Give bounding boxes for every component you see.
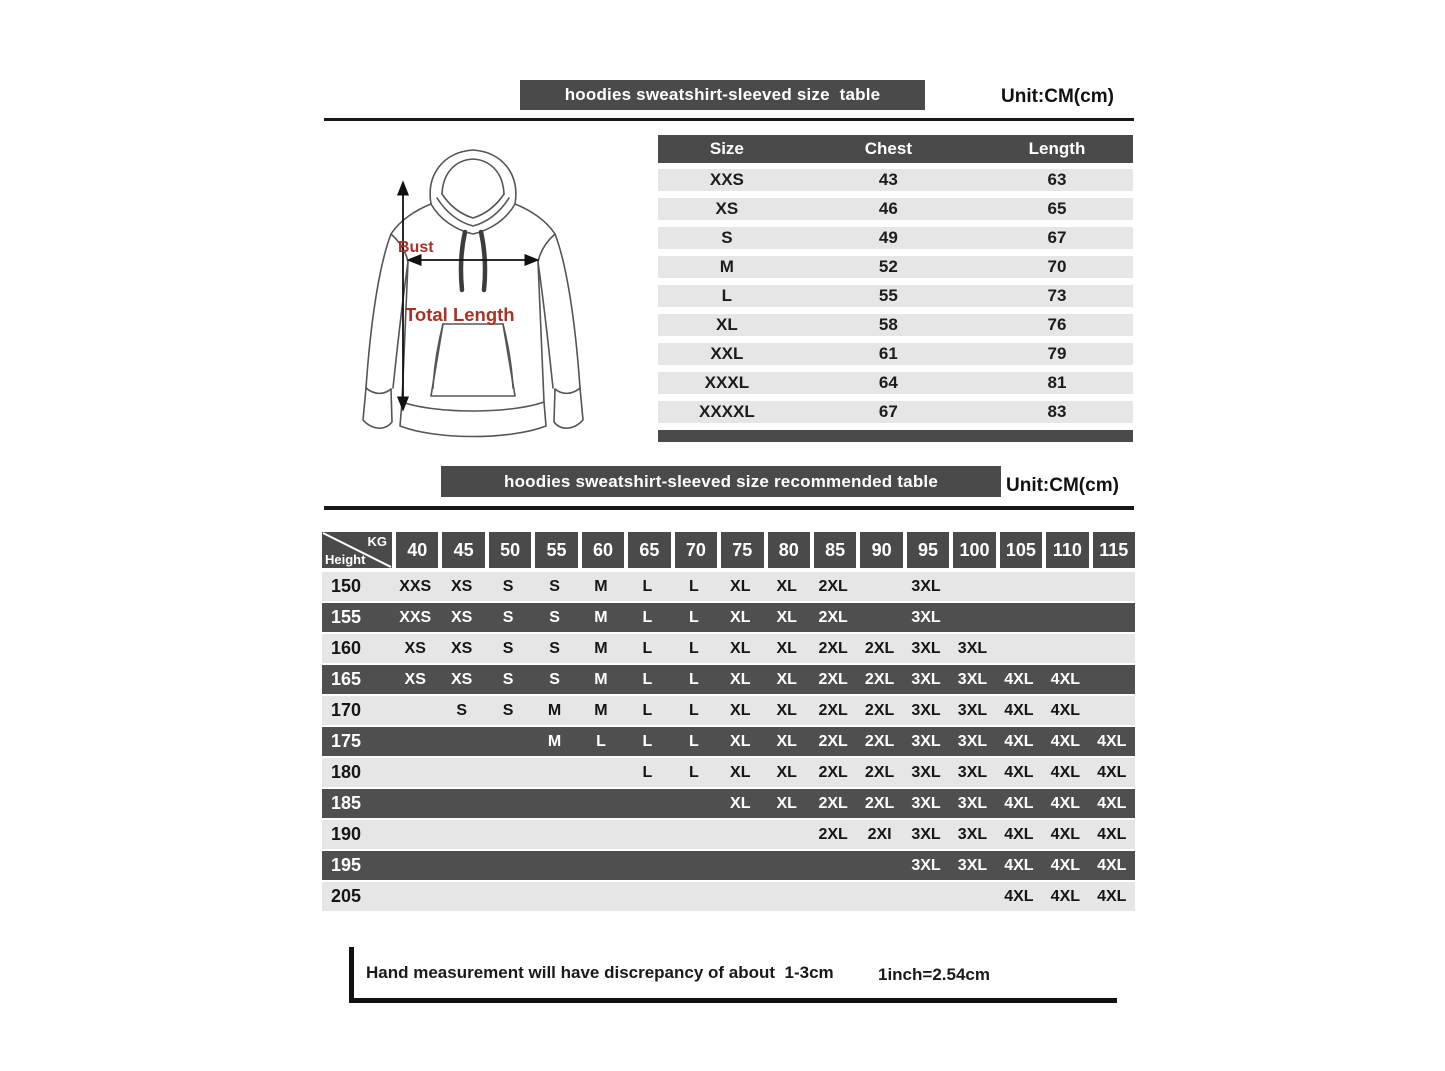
measurement-discrepancy-note: Hand measurement will have discrepancy of about 1-3cm [366, 963, 834, 982]
weight-column-header: 45 [442, 532, 484, 568]
recommended-size-cell: 3XL [911, 732, 941, 750]
recommended-size-cell: L [688, 608, 699, 626]
recommended-size-cell: XL [730, 794, 751, 812]
size-cell: XXL [710, 344, 744, 363]
size-table-row [658, 343, 1133, 365]
recommended-size-cell: L [642, 639, 653, 657]
recommended-size-cell: XL [730, 608, 751, 626]
height-row-label: 205 [331, 886, 362, 906]
unit-label-2: Unit:CM(cm) [1006, 475, 1119, 496]
weight-column-header: 85 [814, 532, 856, 568]
recommended-size-cell: L [596, 732, 606, 750]
recommended-size-cell: 2XL [818, 732, 848, 750]
recommended-size-cell: 2XL [818, 825, 848, 843]
recommended-size-cell: 2XL [818, 639, 848, 657]
length-cell: 65 [1047, 199, 1067, 218]
recommended-size-cell: 4XL [1004, 701, 1034, 719]
recommended-size-cell: M [594, 701, 608, 719]
recommended-size-cell: XL [776, 670, 797, 688]
size-column-header: Size [709, 139, 744, 158]
length-cell: 81 [1047, 373, 1067, 392]
recommended-size-cell: 3XL [911, 670, 941, 688]
recommended-size-cell: 4XL [1050, 732, 1081, 750]
recommended-size-cell: 2XL [818, 763, 848, 781]
recommended-size-cell: 3XL [911, 577, 941, 595]
matrix-row [322, 665, 1135, 694]
recommended-size-cell: 3XL [911, 608, 941, 626]
weight-column-header: 100 [953, 532, 995, 568]
recommended-size-cell: 4XL [1097, 763, 1127, 781]
size-table-row [658, 227, 1133, 249]
size-cell: XL [716, 315, 738, 334]
recommended-size-cell: 3XL [911, 763, 941, 781]
length-cell: 83 [1047, 402, 1067, 421]
recommended-size-cell: XS [450, 577, 473, 595]
recommended-size-cell: L [642, 732, 653, 750]
footer-left-border [349, 947, 354, 1003]
length-cell: 67 [1047, 228, 1067, 247]
recommended-size-cell: 3XL [911, 639, 941, 657]
recommended-size-cell: 3XL [911, 825, 941, 843]
recommended-size-cell: 4XL [1050, 856, 1081, 874]
recommended-size-cell: XL [730, 639, 751, 657]
recommended-size-cell: 2XI [867, 825, 892, 843]
bust-label: Bust [398, 239, 434, 256]
recommended-size-cell: 4XL [1097, 732, 1127, 750]
size-cell: L [721, 286, 733, 305]
recommended-size-cell: XXS [399, 577, 432, 595]
recommended-size-cell: XL [776, 763, 797, 781]
recommended-size-cell: 4XL [1050, 887, 1081, 905]
recommended-size-cell: 3XL [957, 856, 988, 874]
chest-cell: 52 [878, 257, 898, 276]
hoodie-outline [363, 150, 583, 437]
matrix-row [322, 820, 1135, 849]
recommended-size-cell: S [502, 670, 514, 688]
divider-line-2 [324, 506, 1134, 510]
length-column-header: Length [1028, 139, 1086, 158]
recommended-size-cell: 2XL [864, 794, 895, 812]
recommended-size-cell: S [502, 639, 514, 657]
weight-column-header: 65 [628, 532, 670, 568]
chest-cell: 46 [878, 199, 898, 218]
size-table-bottom-bar [658, 430, 1133, 442]
weight-column-header: 80 [768, 532, 810, 568]
recommended-size-cell: 3XL [957, 825, 988, 843]
length-cell: 73 [1047, 286, 1067, 305]
recommended-size-cell: 2XL [864, 701, 895, 719]
recommended-size-cell: M [594, 670, 608, 688]
size-cell: M [719, 257, 734, 276]
recommended-size-cell: 2XL [864, 670, 895, 688]
size-table-row [658, 256, 1133, 278]
matrix-row [322, 603, 1135, 632]
recommended-size-cell: S [502, 577, 514, 595]
matrix-row [322, 634, 1135, 663]
recommended-size-cell: M [547, 701, 562, 719]
weight-column-header: 55 [535, 532, 577, 568]
recommended-size-cell: S [456, 701, 467, 719]
recommended-size-cell: XS [404, 670, 426, 688]
hoodie-measurement-diagram [332, 140, 614, 455]
height-row-label: 175 [331, 731, 362, 751]
inch-conversion-note: 1inch=2.54cm [878, 965, 990, 984]
recommended-size-cell: 3XL [911, 701, 941, 719]
size-table-row [658, 198, 1133, 220]
drawstrings [461, 232, 485, 290]
height-row-label: 185 [331, 793, 362, 813]
chest-cell: 61 [878, 344, 898, 363]
matrix-row [322, 758, 1135, 787]
recommended-size-cell: L [688, 639, 699, 657]
recommended-size-cell: XL [776, 794, 797, 812]
size-cell: XS [715, 199, 739, 218]
weight-column-header: 90 [860, 532, 902, 568]
size-table-title: hoodies sweatshirt-sleeved size table [520, 80, 925, 110]
chest-cell: 43 [878, 170, 898, 189]
footer-bottom-border [349, 998, 1117, 1003]
recommended-size-cell: 3XL [957, 763, 988, 781]
recommended-size-cell: 2XL [818, 608, 848, 626]
chest-cell: 64 [878, 373, 898, 392]
recommended-size-cell: 4XL [1097, 794, 1127, 812]
recommended-size-cell: 2XL [864, 763, 895, 781]
recommended-size-cell: 4XL [1004, 887, 1034, 905]
recommended-size-cell: 4XL [1050, 670, 1081, 688]
recommended-size-cell: L [642, 608, 653, 626]
total-length-label: Total Length [405, 304, 515, 325]
recommended-size-cell: XS [450, 608, 473, 626]
recommended-size-cell: XS [450, 670, 473, 688]
weight-column-header: 50 [489, 532, 531, 568]
recommended-size-cell: XL [776, 639, 797, 657]
height-row-label: 180 [331, 762, 362, 782]
recommended-size-cell: M [594, 608, 608, 626]
recommended-size-cell: 4XL [1004, 732, 1034, 750]
weight-column-header: 105 [1000, 532, 1042, 568]
recommended-size-cell: 3XL [957, 639, 988, 657]
matrix-header-row [322, 532, 1135, 568]
recommended-size-cell: L [642, 577, 653, 595]
height-row-label: 160 [331, 638, 362, 658]
recommended-size-cell: XL [776, 608, 797, 626]
height-row-label: 150 [331, 576, 362, 596]
weight-column-header: 95 [907, 532, 949, 568]
size-table-row [658, 314, 1133, 336]
recommended-size-cell: L [642, 670, 653, 688]
size-table-row [658, 169, 1133, 191]
recommended-size-cell: L [642, 701, 653, 719]
recommended-size-cell: S [549, 639, 560, 657]
weight-column-header: 110 [1046, 532, 1088, 568]
recommended-table-title: hoodies sweatshirt-sleeved size recommended table [441, 466, 1001, 497]
recommended-size-cell: 4XL [1004, 763, 1034, 781]
weight-column-header: 40 [396, 532, 438, 568]
matrix-row [322, 727, 1135, 756]
matrix-row [322, 789, 1135, 818]
recommended-size-cell: 4XL [1004, 794, 1034, 812]
recommended-size-cell: 2XL [818, 670, 848, 688]
length-cell: 79 [1047, 344, 1067, 363]
recommended-size-cell: 2XL [818, 701, 848, 719]
matrix-row [322, 882, 1135, 911]
recommended-size-cell: S [502, 701, 514, 719]
matrix-row [322, 851, 1135, 880]
matrix-row [322, 572, 1135, 601]
recommended-size-cell: 4XL [1097, 856, 1127, 874]
recommended-size-cell: S [549, 577, 560, 595]
recommended-size-cell: M [547, 732, 562, 750]
height-row-label: 155 [331, 607, 362, 627]
recommended-size-cell: 2XL [864, 639, 895, 657]
height-label: Height [325, 552, 366, 567]
recommended-size-cell: L [688, 763, 699, 781]
recommended-size-cell: 4XL [1050, 825, 1081, 843]
recommended-size-cell: 3XL [911, 794, 941, 812]
recommended-size-cell: 4XL [1004, 825, 1034, 843]
height-row-label: 190 [331, 824, 362, 844]
kg-height-corner-cell [322, 532, 392, 568]
size-table-row [658, 372, 1133, 394]
recommended-size-cell: XL [730, 577, 751, 595]
recommended-size-cell: L [642, 763, 653, 781]
size-cell: XXXXL [699, 402, 755, 421]
chest-cell: 58 [878, 315, 898, 334]
recommended-size-cell: M [594, 639, 608, 657]
length-cell: 70 [1047, 257, 1067, 276]
recommended-size-cell: 4XL [1004, 856, 1034, 874]
height-row-label: 170 [331, 700, 362, 720]
height-row-label: 195 [331, 855, 362, 875]
recommended-size-cell: S [549, 608, 560, 626]
recommended-size-cell: XL [730, 701, 751, 719]
recommended-size-cell: L [688, 701, 699, 719]
recommended-size-cell: 4XL [1097, 887, 1127, 905]
recommended-size-cell: XL [730, 732, 751, 750]
recommended-size-cell: 4XL [1050, 794, 1081, 812]
chest-cell: 67 [878, 402, 898, 421]
recommended-size-cell: XXS [399, 608, 432, 626]
size-cell: XXS [709, 170, 744, 189]
recommended-size-cell: M [594, 577, 608, 595]
matrix-row [322, 696, 1135, 725]
size-table [658, 135, 1133, 442]
recommended-size-cell: 3XL [957, 794, 988, 812]
recommended-size-cell: XS [450, 639, 473, 657]
weight-column-header: 115 [1093, 532, 1135, 568]
recommended-size-cell: S [549, 670, 560, 688]
length-cell: 63 [1047, 170, 1067, 189]
recommended-size-matrix [322, 532, 1135, 913]
size-table-row [658, 285, 1133, 307]
recommended-size-cell: XL [776, 732, 797, 750]
recommended-size-cell: 3XL [911, 856, 941, 874]
recommended-size-cell: 2XL [818, 794, 848, 812]
weight-column-header: 70 [675, 532, 717, 568]
recommended-size-cell: 4XL [1004, 670, 1034, 688]
chest-cell: 55 [878, 286, 898, 305]
recommended-size-cell: 4XL [1050, 701, 1081, 719]
recommended-size-cell: 2XL [864, 732, 895, 750]
size-cell: XXXL [704, 373, 750, 392]
recommended-size-cell: L [688, 732, 699, 750]
kg-label: KG [367, 534, 387, 549]
recommended-size-cell: L [688, 577, 699, 595]
recommended-size-cell: 2XL [818, 577, 848, 595]
recommended-size-cell: 4XL [1050, 763, 1081, 781]
recommended-size-cell: 4XL [1097, 825, 1127, 843]
recommended-size-cell: XL [730, 763, 751, 781]
size-table-header-row [658, 135, 1133, 163]
chest-cell: 49 [878, 228, 898, 247]
recommended-size-cell: 3XL [957, 670, 988, 688]
recommended-size-cell: L [688, 670, 699, 688]
size-table-row [658, 401, 1133, 423]
weight-column-header: 60 [582, 532, 624, 568]
length-cell: 76 [1047, 315, 1067, 334]
recommended-size-cell: 3XL [957, 732, 988, 750]
recommended-size-cell: XL [776, 701, 797, 719]
weight-column-header: 75 [721, 532, 763, 568]
recommended-size-cell: XL [730, 670, 751, 688]
recommended-size-cell: XL [776, 577, 797, 595]
chest-column-header: Chest [864, 139, 912, 158]
height-row-label: 165 [331, 669, 362, 689]
recommended-size-cell: S [502, 608, 514, 626]
unit-label-1: Unit:CM(cm) [1001, 86, 1114, 107]
divider-line-1 [324, 118, 1134, 121]
recommended-size-cell: XS [404, 639, 426, 657]
size-cell: S [721, 228, 733, 247]
recommended-size-cell: 3XL [957, 701, 988, 719]
